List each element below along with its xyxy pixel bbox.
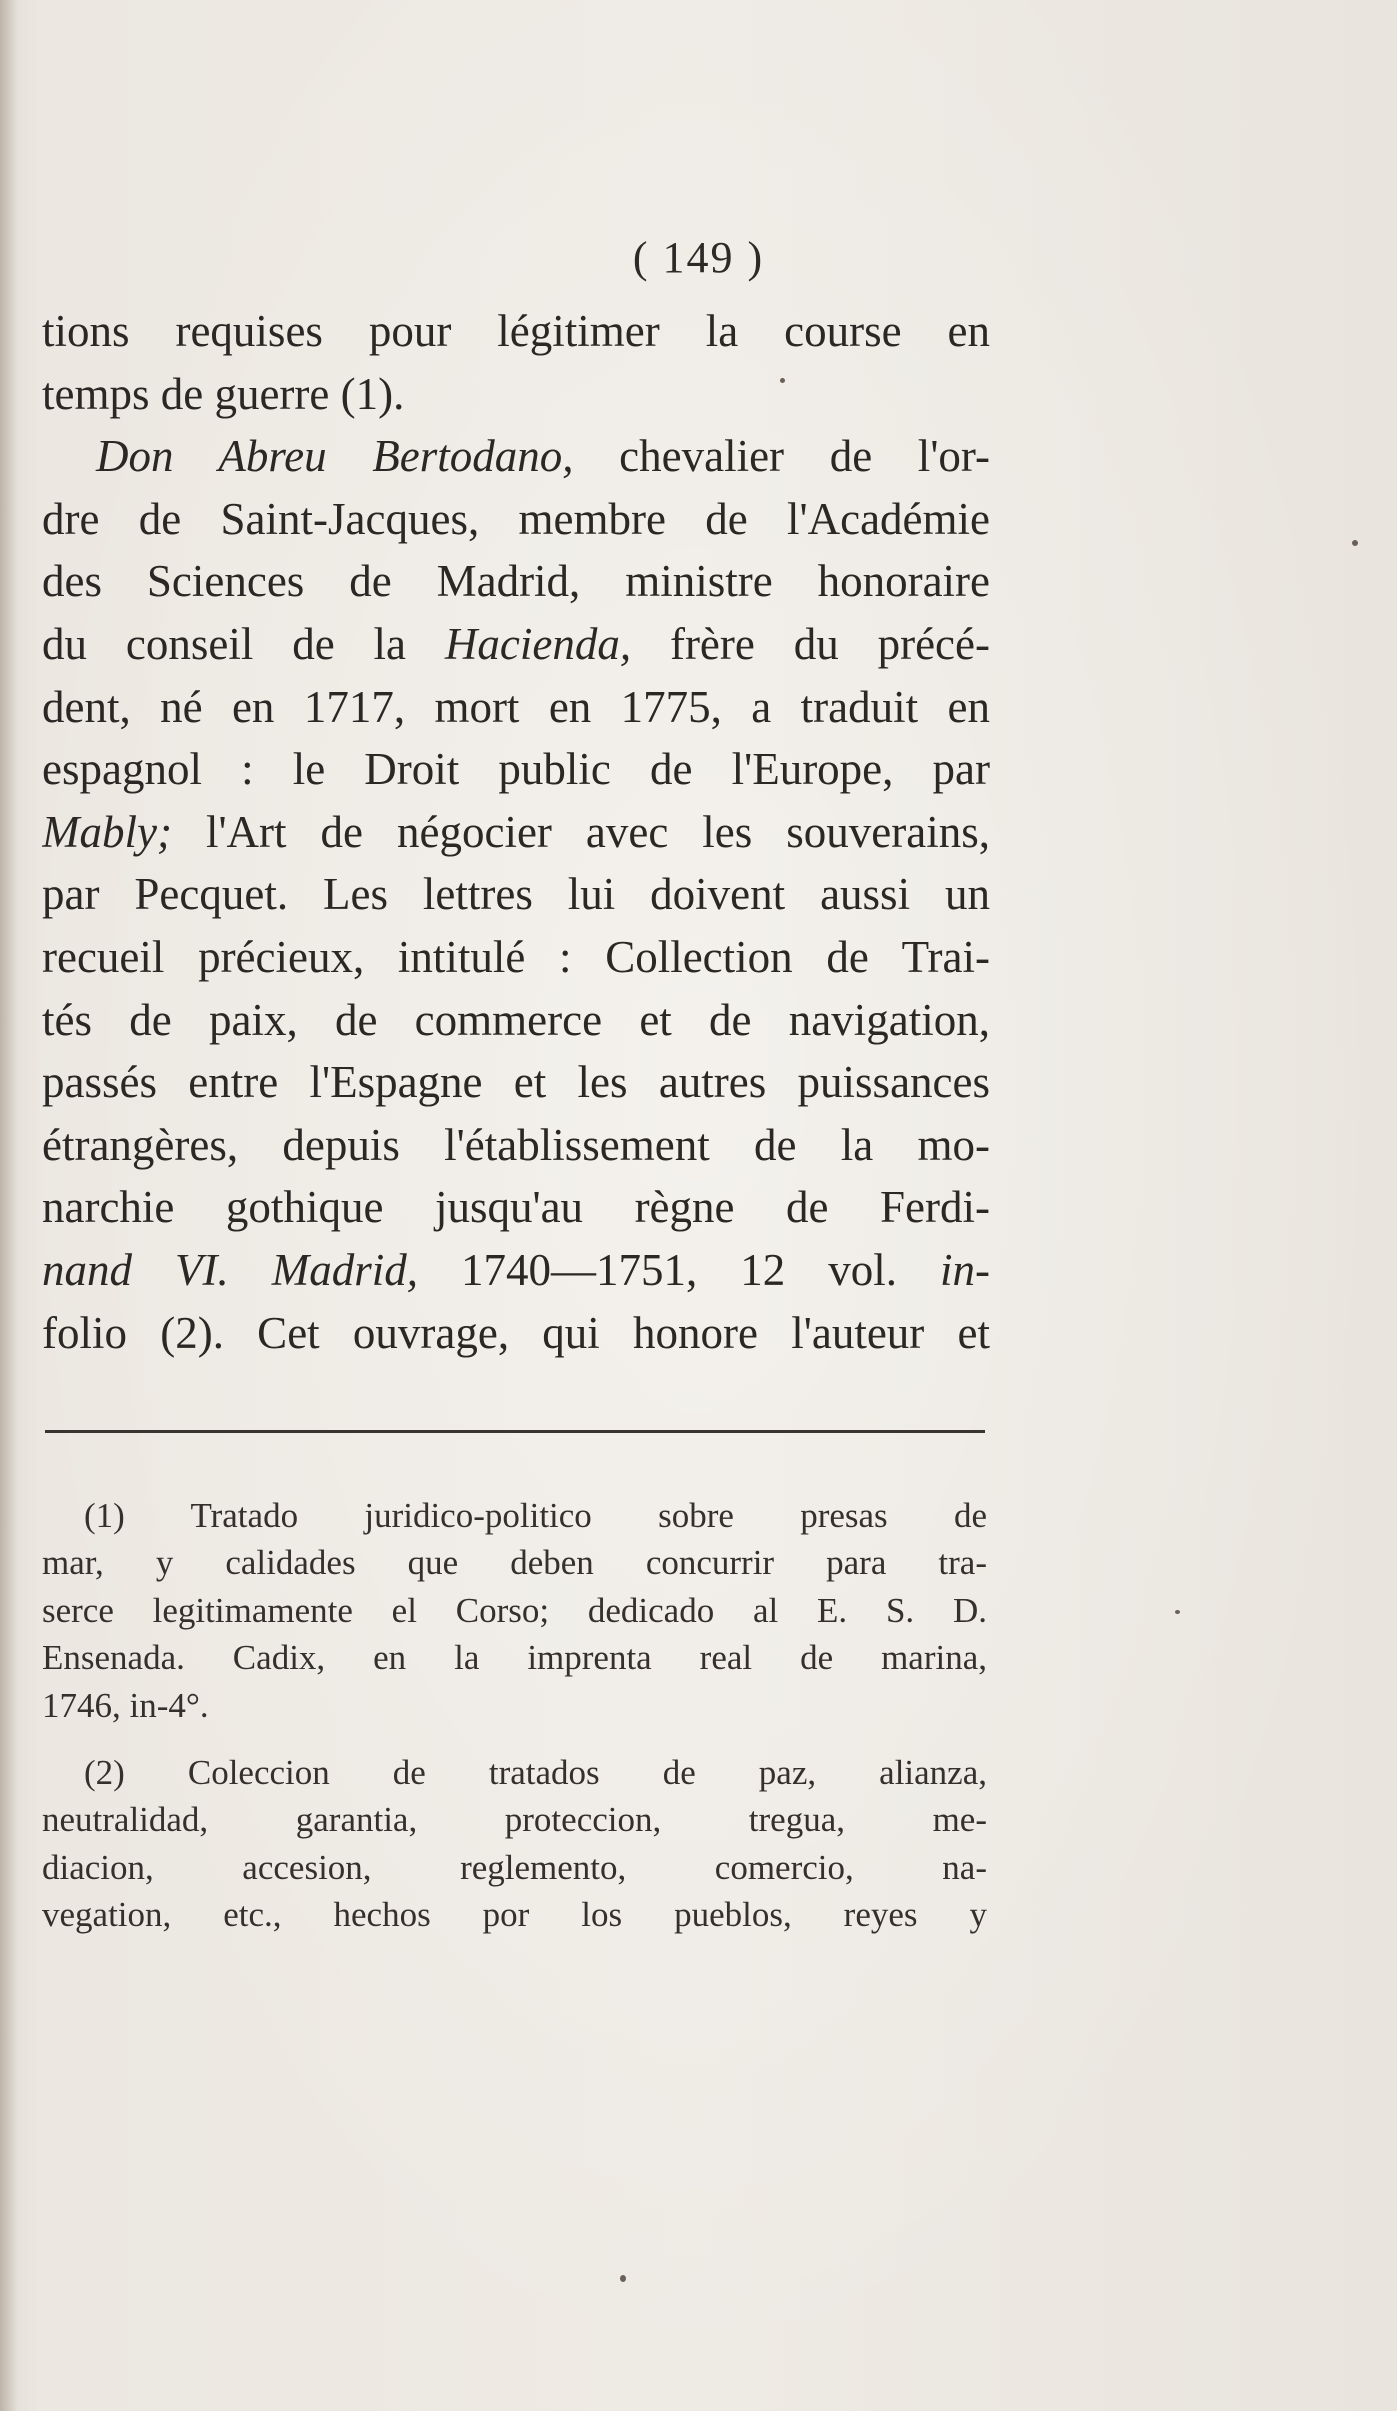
footnote-line: neutralidad, garantia, proteccion, tregua, me- <box>42 1800 987 1840</box>
footnote-separator <box>45 1430 985 1433</box>
italic-term: nand VI. Madrid, <box>42 1244 418 1295</box>
body-line: étrangères, depuis l'établissement de la mo- <box>42 1119 990 1170</box>
body-line: tés de paix, de commerce et de navigation, <box>42 994 990 1045</box>
body-line <box>42 801 990 864</box>
footnote-line: (2) Coleccion de tratados de paz, alianza, <box>84 1752 987 1792</box>
footnote-line: Ensenada. Cadix, en la imprenta real de marina, <box>42 1638 987 1678</box>
footnote-line: serce legitimamente el Corso; dedicado al E. S. D. <box>42 1590 987 1630</box>
body-line: recueil précieux, intitulé : Collection de Trai- <box>42 931 990 982</box>
page-number: ( 149 ) <box>632 233 765 282</box>
paper-speck <box>780 378 785 383</box>
footnote-line: 1746, in-4°. <box>42 1685 209 1725</box>
body-line: des Sciences de Madrid, ministre honoraire <box>42 556 990 607</box>
italic-term: Hacienda, <box>444 618 632 669</box>
body-line <box>42 613 990 676</box>
body-line: dre de Saint-Jacques, membre de l'Académie <box>42 493 990 544</box>
body-line: dent, né en 1717, mort en 1775, a traduit en <box>42 681 990 732</box>
paper-speck <box>1175 1610 1180 1614</box>
footnote-line: mar, y calidades que deben concurrir para tra- <box>42 1543 987 1583</box>
body-line-text: du conseil de la <box>42 618 445 669</box>
italic-term: Mably; <box>42 806 172 857</box>
italic-term: in- <box>940 1244 990 1295</box>
body-text <box>42 300 990 1364</box>
spine-shadow <box>0 0 18 2411</box>
paper-speck <box>1352 540 1358 546</box>
body-line: tions requises pour légitimer la course en <box>42 306 990 356</box>
footnotes <box>42 1492 987 1939</box>
footnote-gap <box>42 1729 987 1749</box>
paper-speck <box>620 2275 626 2282</box>
body-line: par Pecquet. Les lettres lui doivent aussi un <box>42 869 990 920</box>
body-line-text: chevalier de l'or- <box>573 431 990 482</box>
footnote-line: vegation, etc., hechos por los pueblos, reyes y <box>42 1895 987 1935</box>
body-line <box>42 425 990 488</box>
body-line-text: frère du précé- <box>631 618 990 669</box>
author-name: Don Abreu Bertodano, <box>96 431 574 482</box>
body-line: passés entre l'Espagne et les autres puissances <box>42 1057 990 1108</box>
body-line <box>42 1239 990 1302</box>
body-line: espagnol : le Droit public de l'Europe, par <box>42 744 990 795</box>
body-line: folio (2). Cet ouvrage, qui honore l'auteur et <box>42 1307 990 1358</box>
body-line-text: 1740—1751, 12 vol. <box>417 1244 940 1295</box>
body-line-text: l'Art de négocier avec les souverains, <box>171 806 990 857</box>
body-line: temps de guerre (1). <box>42 368 405 419</box>
body-line: narchie gothique jusqu'au règne de Ferdi- <box>42 1182 990 1233</box>
footnote-line: (1) Tratado juridico-politico sobre presas de <box>84 1496 987 1535</box>
footnote-line: diacion, accesion, reglemento, comercio, na- <box>42 1847 987 1887</box>
